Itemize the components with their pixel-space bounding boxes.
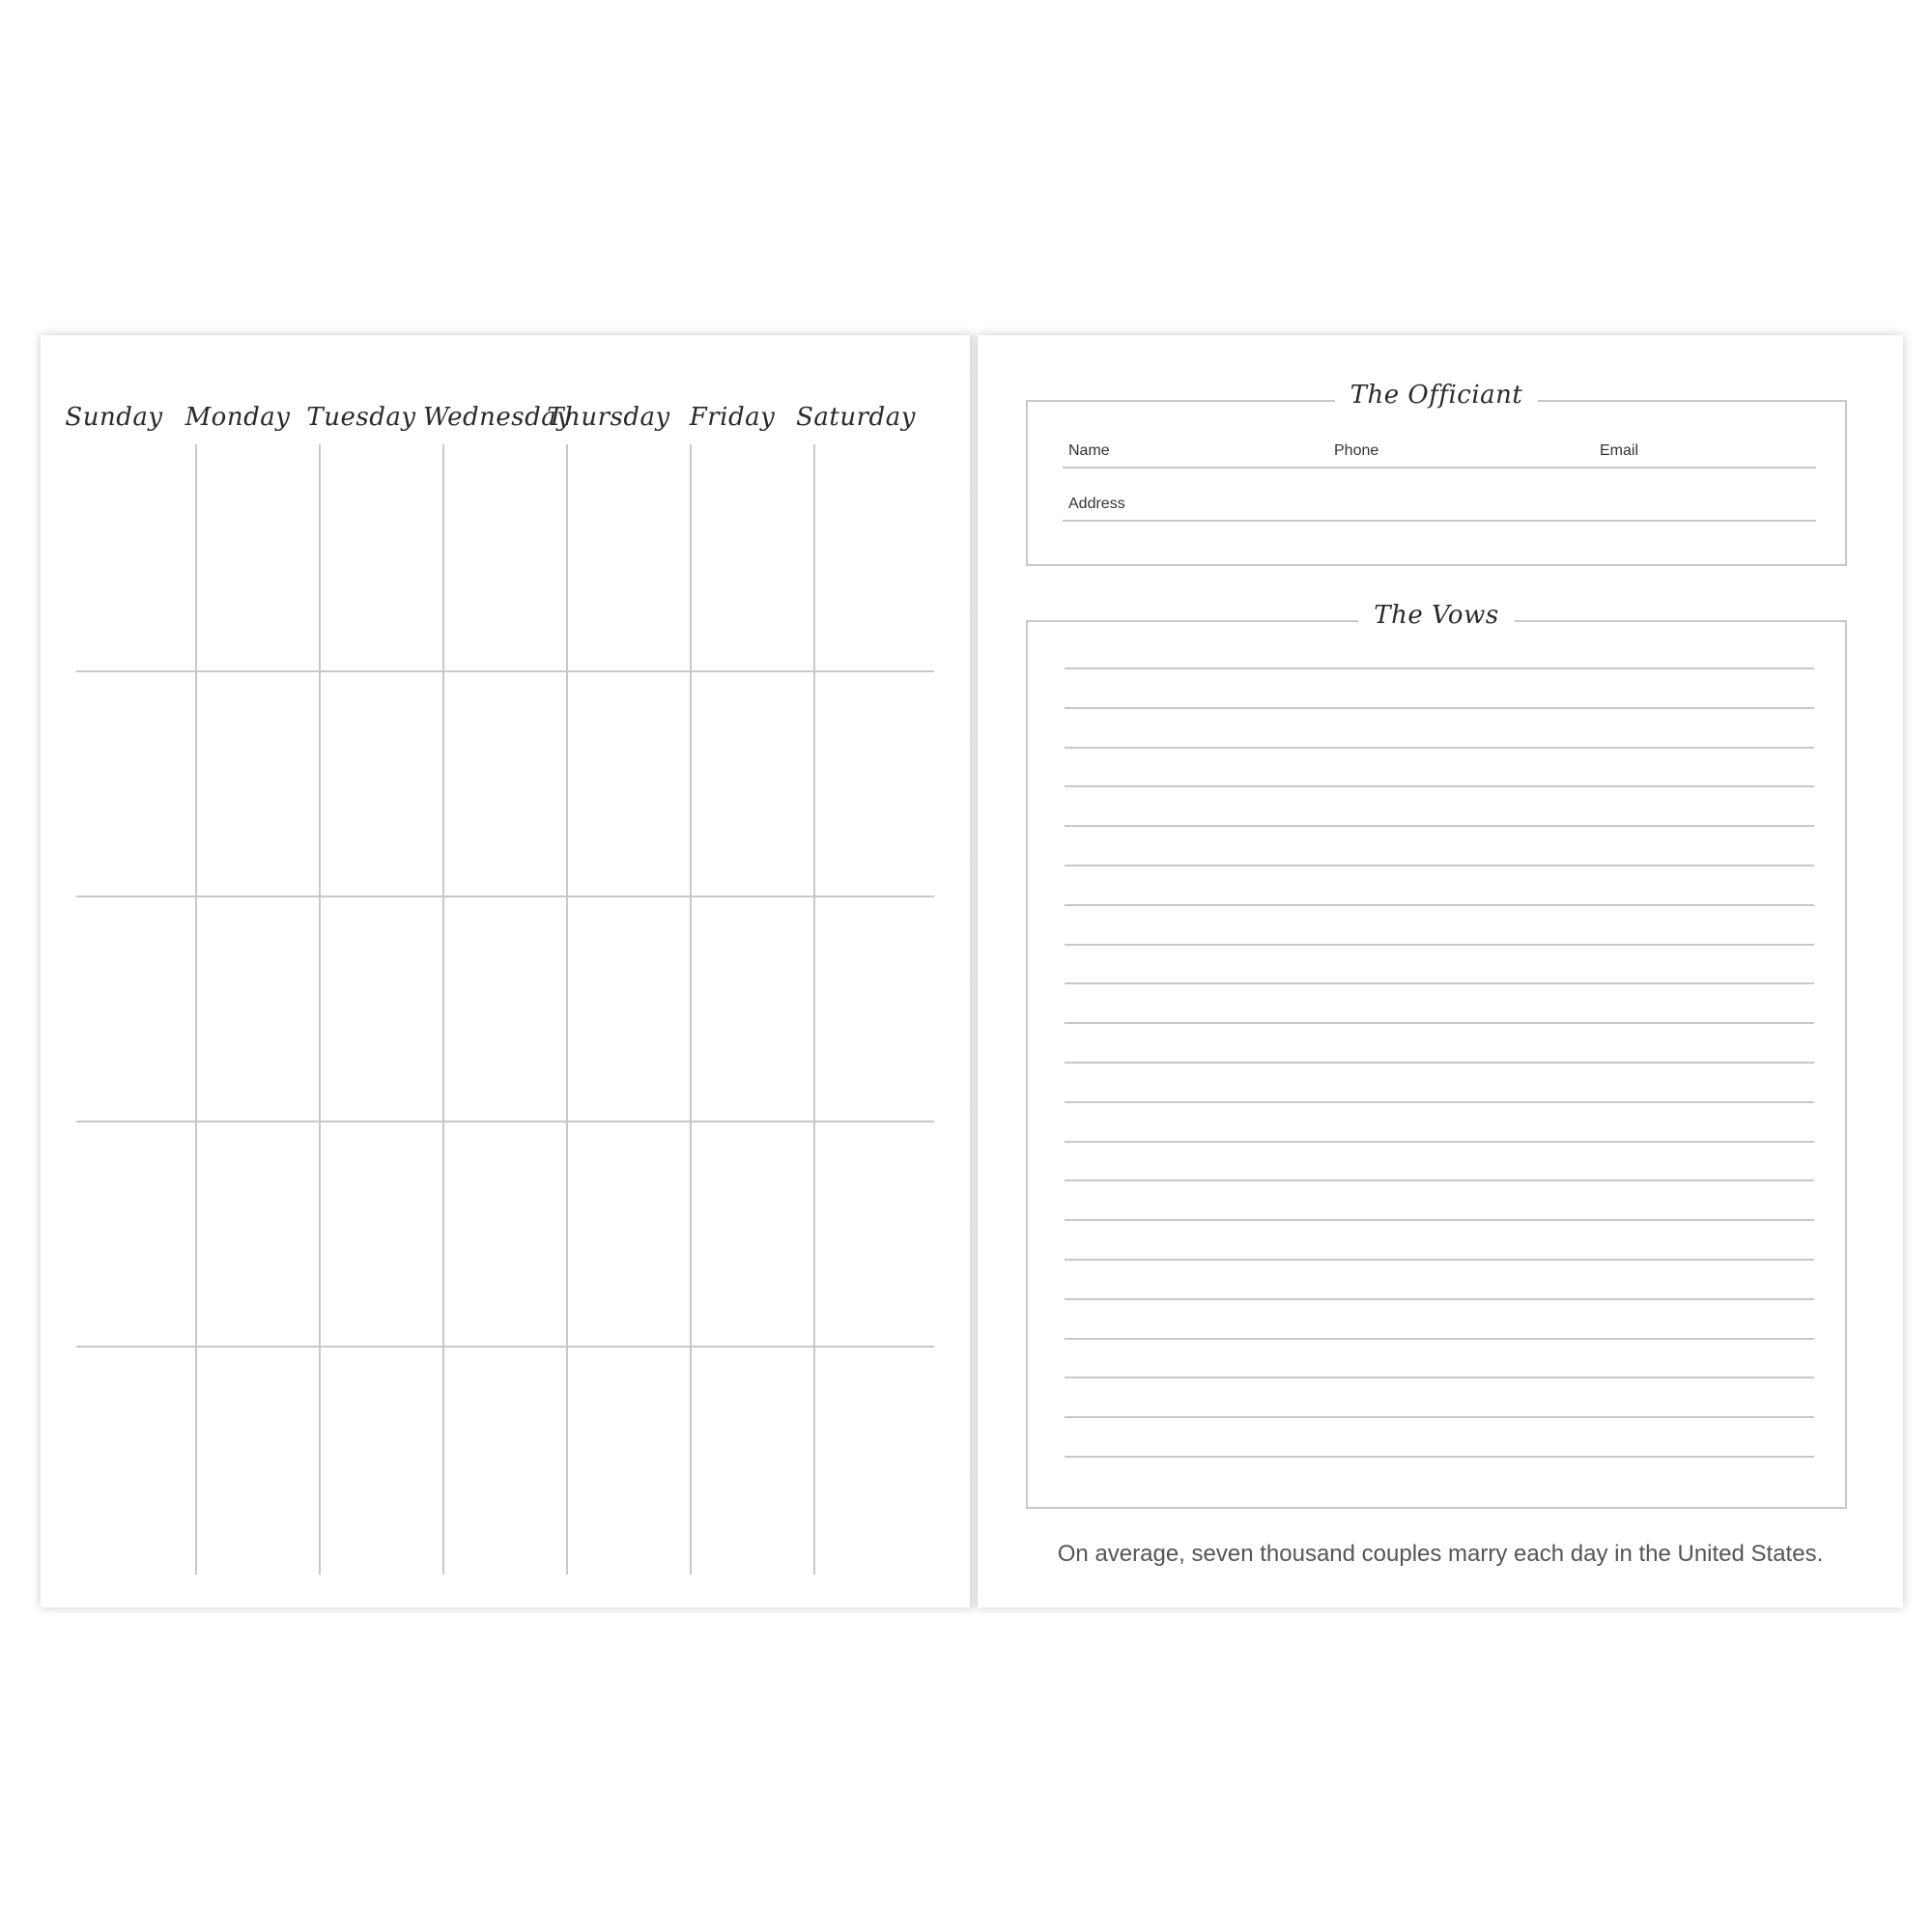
calendar-row-divider [76, 1121, 934, 1122]
officiant-section [1026, 381, 1847, 566]
calendar-row-divider [76, 1346, 934, 1348]
vows-writing-line[interactable] [1065, 1259, 1814, 1261]
calendar-column-divider [319, 444, 321, 1575]
calendar-page [41, 335, 972, 1607]
vows-writing-line[interactable] [1065, 1022, 1814, 1024]
vows-writing-line[interactable] [1065, 1377, 1814, 1378]
email-label: Email [1600, 442, 1639, 459]
calendar-column-divider [566, 444, 568, 1575]
calendar-column-divider [195, 444, 197, 1575]
vows-writing-line[interactable] [1065, 747, 1814, 749]
vows-writing-line[interactable] [1065, 1062, 1814, 1064]
vows-writing-line[interactable] [1065, 904, 1814, 906]
vows-writing-line[interactable] [1065, 1338, 1814, 1340]
vows-writing-line[interactable] [1065, 1416, 1814, 1418]
day-header-sunday: Sunday [65, 403, 163, 432]
day-header-saturday: Saturday [796, 403, 916, 432]
phone-label: Phone [1334, 442, 1379, 459]
day-header-monday: Monday [185, 403, 291, 432]
calendar-row-divider [76, 895, 934, 897]
address-label: Address [1068, 496, 1125, 512]
officiant-title: The Officiant [1335, 381, 1539, 410]
name-phone-email-line[interactable] [1063, 467, 1816, 469]
calendar-column-divider [813, 444, 815, 1575]
day-header-friday: Friday [689, 403, 776, 432]
day-header-thursday: Thursday [547, 403, 670, 432]
name-label: Name [1068, 442, 1110, 459]
vows-title: The Vows [1358, 601, 1514, 630]
calendar-column-divider [690, 444, 692, 1575]
vows-writing-line[interactable] [1065, 1179, 1814, 1181]
vows-writing-line[interactable] [1065, 944, 1814, 946]
vows-writing-line[interactable] [1065, 982, 1814, 984]
vows-writing-line[interactable] [1065, 1101, 1814, 1103]
day-header-tuesday: Tuesday [306, 403, 416, 432]
vows-writing-line[interactable] [1065, 1141, 1814, 1143]
vows-writing-line[interactable] [1065, 825, 1814, 827]
vows-writing-line[interactable] [1065, 1219, 1814, 1221]
calendar-row-divider [76, 670, 934, 672]
day-header-wednesday: Wednesday [423, 403, 572, 432]
address-line[interactable] [1063, 520, 1816, 522]
vows-writing-line[interactable] [1065, 707, 1814, 709]
calendar-column-divider [442, 444, 444, 1575]
wedding-fact: On average, seven thousand couples marry each day in the United States. [1057, 1541, 1824, 1567]
vows-writing-line[interactable] [1065, 785, 1814, 787]
vows-writing-line[interactable] [1065, 1298, 1814, 1300]
vows-writing-line[interactable] [1065, 865, 1814, 867]
vows-section [1026, 601, 1847, 1509]
officiant-vows-page [978, 335, 1903, 1607]
vows-writing-line[interactable] [1065, 668, 1814, 669]
vows-writing-line[interactable] [1065, 1456, 1814, 1458]
